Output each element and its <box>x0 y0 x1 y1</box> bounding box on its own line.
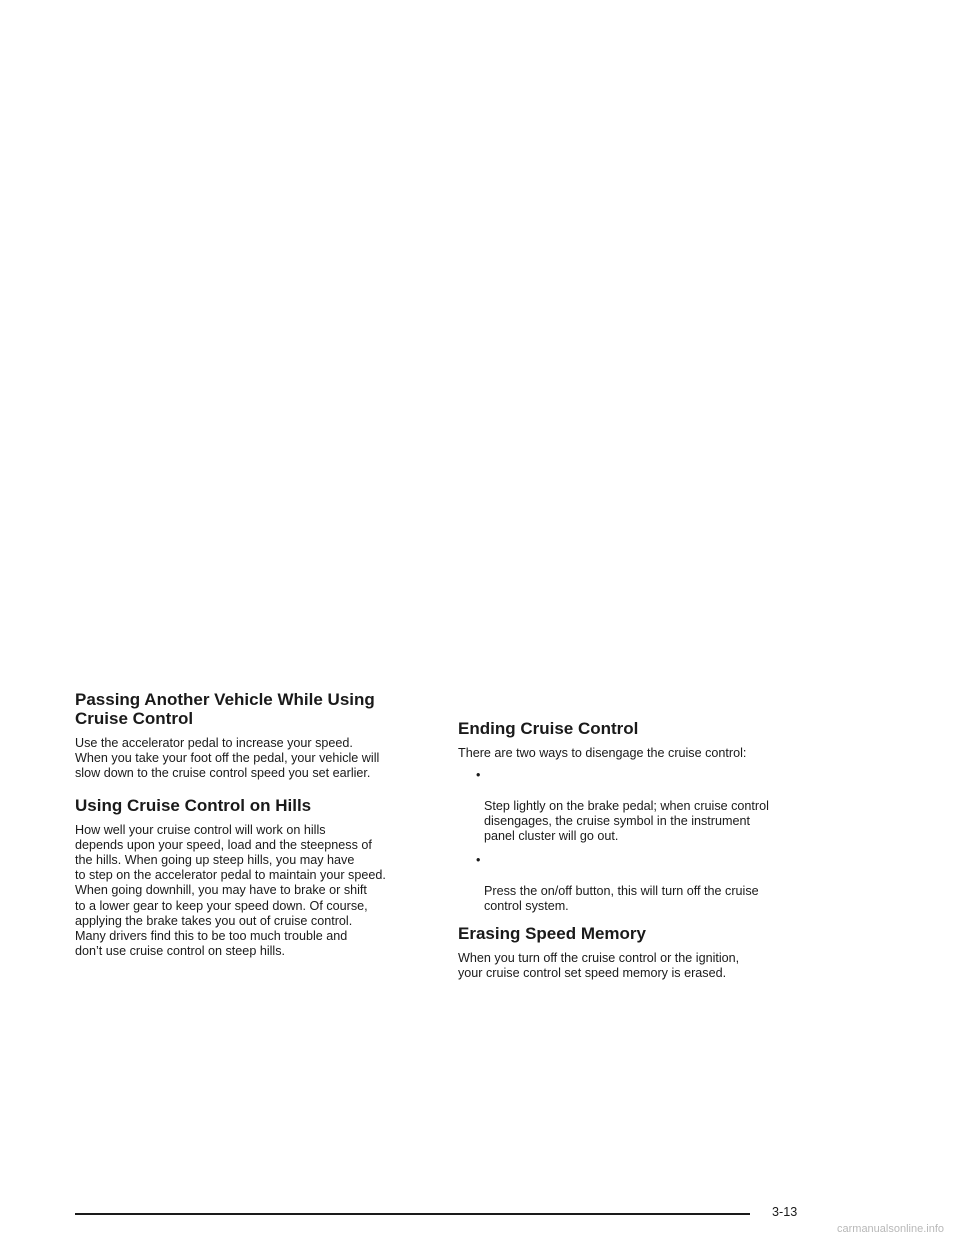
list-item <box>458 853 828 914</box>
paragraph-cruise-on-hills: How well your cruise control will work on hills depends upon your speed, load and the steepness of the hills. When going up steep hills, you may have to step on the accelerator pedal to maintain your speed. When going downhill, you may have to brake or shift to a lower gear to keep your speed down. Of course, applying the brake takes you out of cruise control. Many drivers find this to be too much trouble and don’t use cruise control on steep hills. <box>75 822 386 959</box>
bullet-text: Step lightly on the brake pedal; when cruise control disengages, the cruise symbol in the instrument panel cluster will go out. <box>484 798 769 844</box>
bullet-icon: • <box>476 768 481 783</box>
list-item <box>458 768 828 844</box>
bullet-text: Press the on/off button, this will turn off the cruise control system. <box>484 883 759 913</box>
ending-bullet-list <box>458 768 828 914</box>
heading-ending-cruise: Ending Cruise Control <box>458 719 639 738</box>
paragraph-passing-vehicle: Use the accelerator pedal to increase your speed. When you take your foot off the pedal, your vehicle will slow down to the cruise control speed you set earlier. <box>75 736 380 781</box>
bullet-icon: • <box>476 853 481 868</box>
left-column <box>75 690 440 973</box>
page-number: 3-13 <box>772 1205 798 1219</box>
heading-cruise-on-hills: Using Cruise Control on Hills <box>75 795 312 815</box>
heading-erasing-memory: Erasing Speed Memory <box>458 924 647 944</box>
right-column <box>458 719 828 995</box>
heading-passing-vehicle: Passing Another Vehicle While Using Cruise Control <box>75 690 375 728</box>
paragraph-erasing-memory: When you turn off the cruise control or the ignition, your cruise control set speed memory is erased. <box>458 951 740 981</box>
watermark-text: carmanualsonline.info <box>837 1223 945 1235</box>
paragraph-ending-intro: There are two ways to disengage the cruise control: <box>458 746 747 760</box>
footer-divider <box>75 1213 750 1215</box>
